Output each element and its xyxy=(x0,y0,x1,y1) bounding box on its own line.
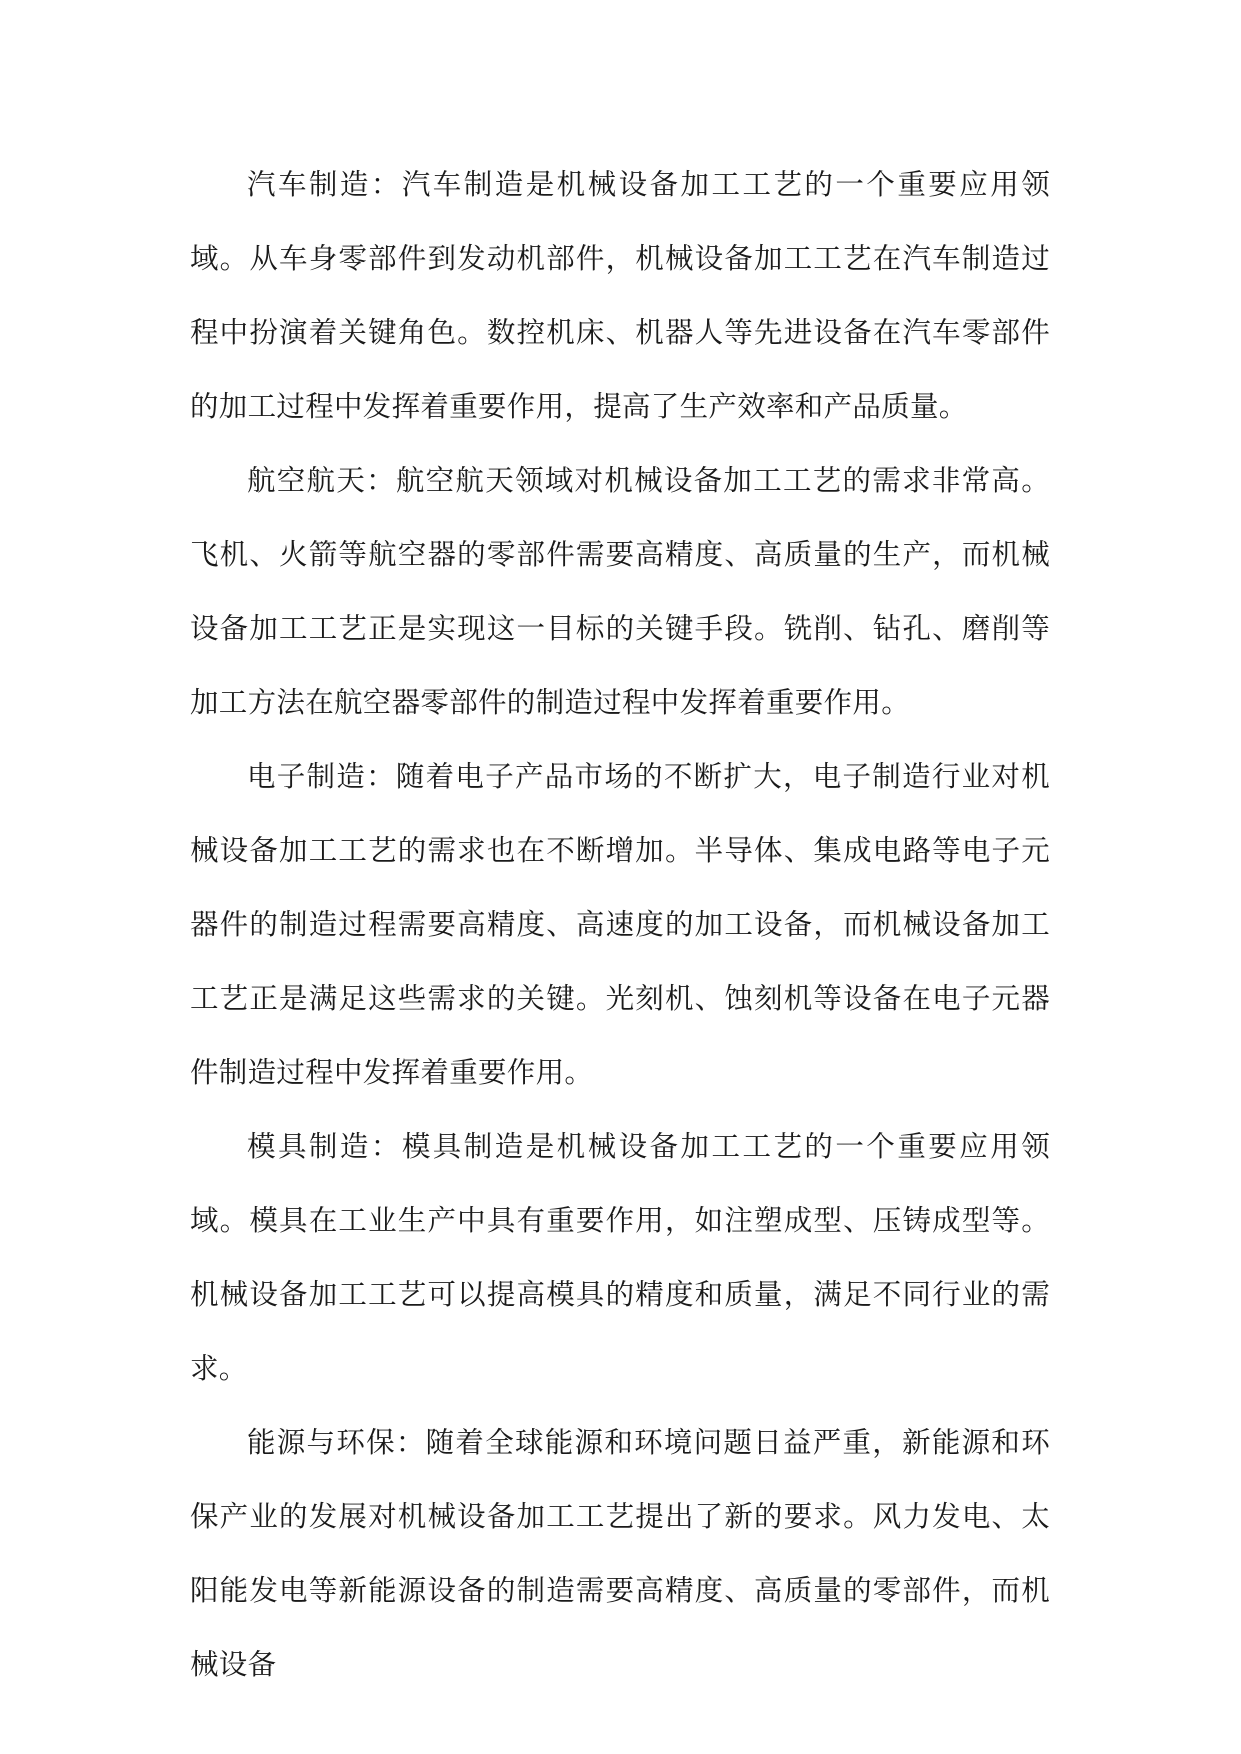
paragraph-energy: 能源与环保：随着全球能源和环境问题日益严重，新能源和环保产业的发展对机械设备加工工艺提出了新的要求。风力发电、太阳能发电等新能源设备的制造需要高精度、高质量的零部件，而机械设备 xyxy=(190,1426,1050,1681)
paragraph-electronics: 电子制造：随着电子产品市场的不断扩大，电子制造行业对机械设备加工工艺的需求也在不断增加。半导体、集成电路等电子元器件的制造过程需要高精度、高速度的加工设备，而机械设备加工工艺正是满足这些需求的关键。光刻机、蚀刻机等设备在电子元器件制造过程中发挥着重要作用。 xyxy=(190,760,1050,1089)
paragraph-automotive: 汽车制造：汽车制造是机械设备加工工艺的一个重要应用领域。从车身零部件到发动机部件，机械设备加工工艺在汽车制造过程中扮演着关键角色。数控机床、机器人等先进设备在汽车零部件的加工过程中发挥着重要作用，提高了生产效率和产品质量。 xyxy=(190,168,1050,423)
paragraph-mold: 模具制造：模具制造是机械设备加工工艺的一个重要应用领域。模具在工业生产中具有重要作用，如注塑成型、压铸成型等。机械设备加工工艺可以提高模具的精度和质量，满足不同行业的需求。 xyxy=(190,1130,1050,1385)
document-body xyxy=(190,148,1050,1702)
paragraph-aerospace: 航空航天：航空航天领域对机械设备加工工艺的需求非常高。飞机、火箭等航空器的零部件需要高精度、高质量的生产，而机械设备加工工艺正是实现这一目标的关键手段。铣削、钻孔、磨削等加工方法在航空器零部件的制造过程中发挥着重要作用。 xyxy=(190,464,1050,719)
